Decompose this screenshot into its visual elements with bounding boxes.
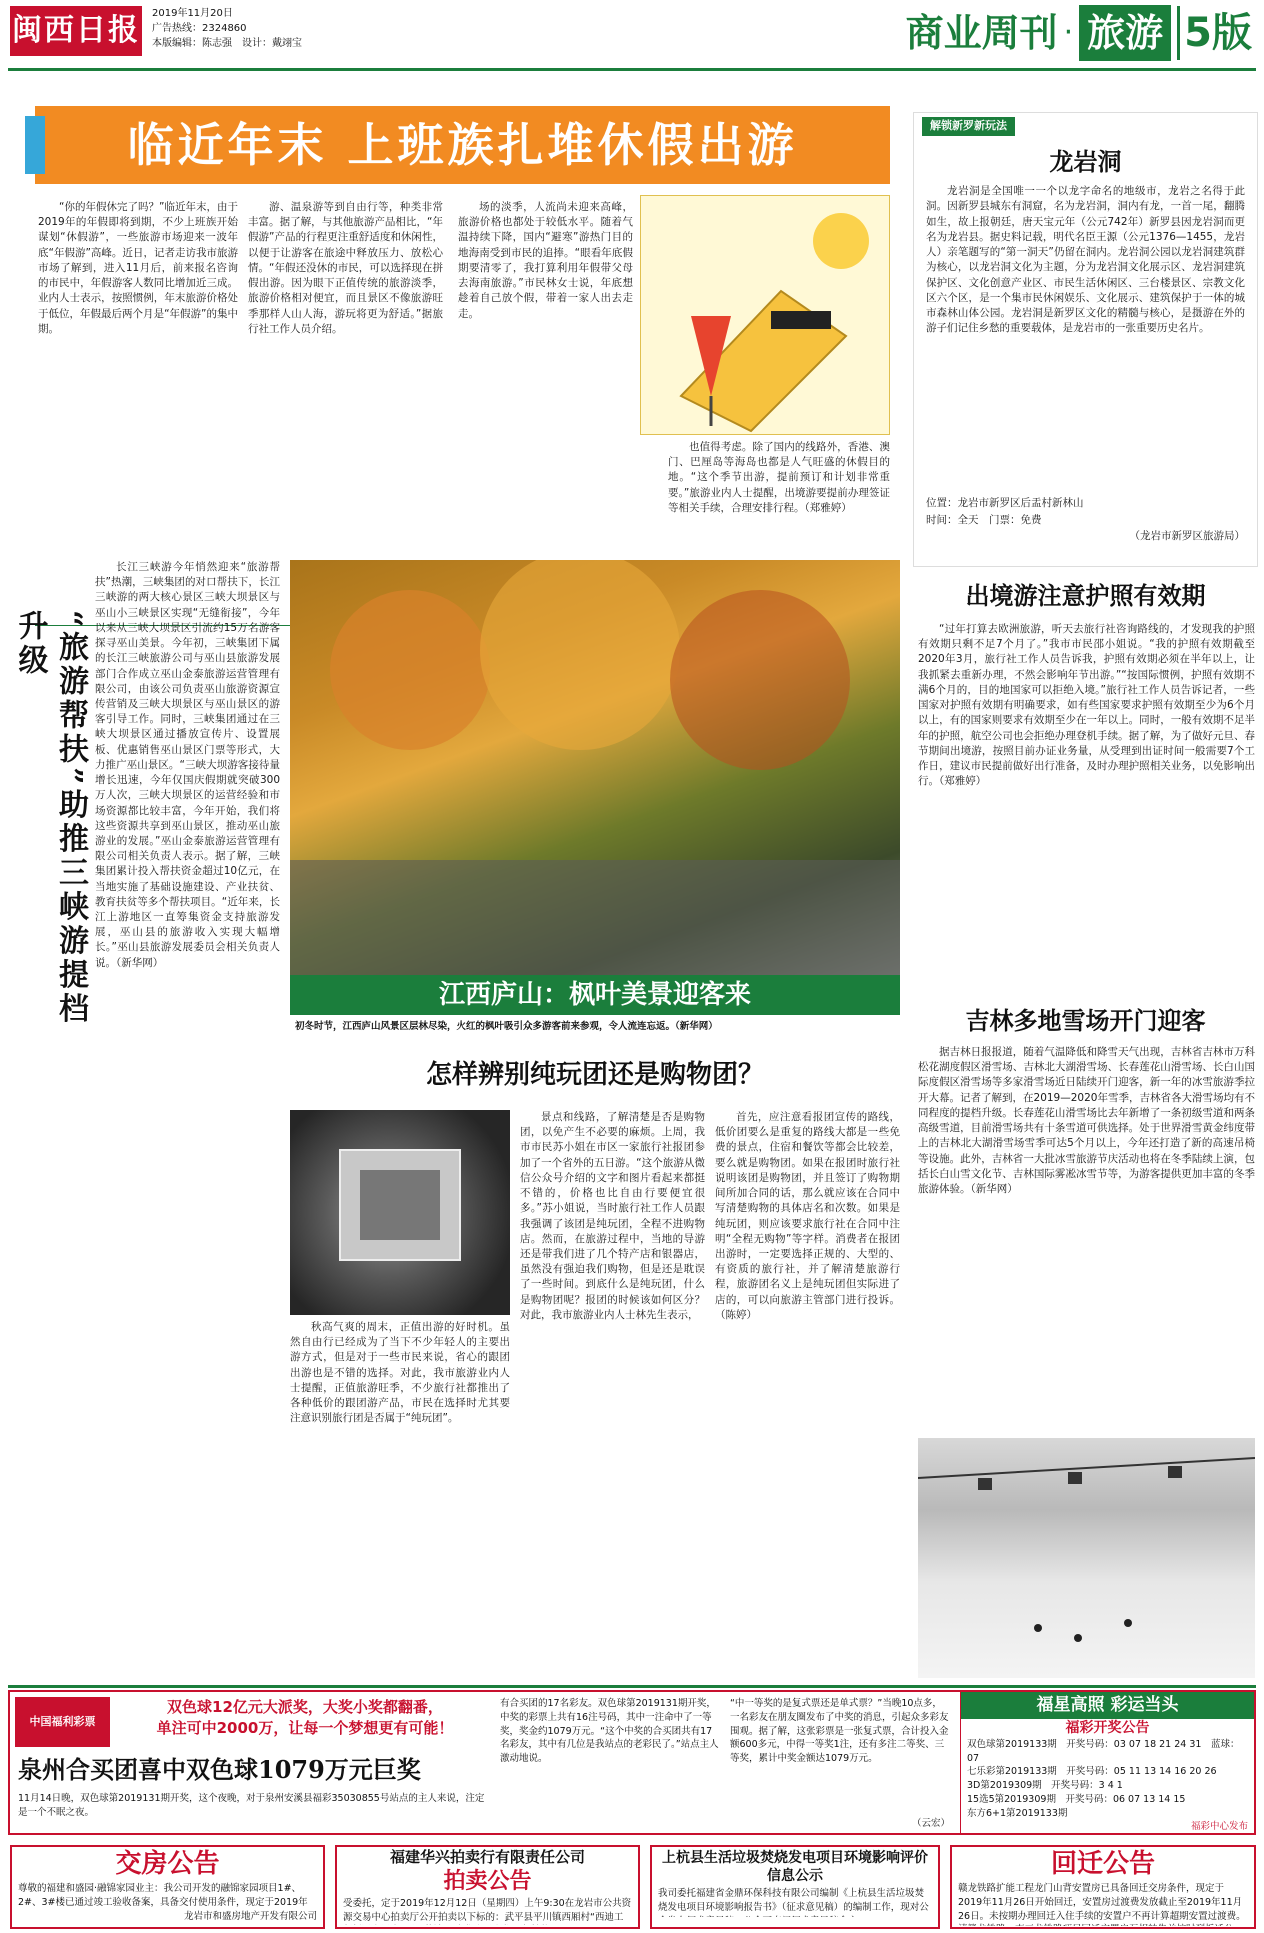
newspaper-logo: 闽西日报 bbox=[10, 6, 142, 56]
lead-headline: 临近年末 上班族扎堆休假出游 bbox=[127, 117, 798, 172]
page-number: 5版 bbox=[1177, 6, 1252, 60]
shopping-text-1: 秋高气爽的周末，正值出游的好时机。虽然自由行已经成为了当下不少年轻人的主要出游方式，但是对于一些市民来说，省心的跟团出游也是不错的选择。对此，我市旅游业内人士提醒，正值旅游旺季，不少旅行社都推出了各种低价的跟团游产品，市民在选择时尤其要注意识别旅行团是否属于“纯玩团”。 bbox=[290, 1321, 510, 1425]
shopping-headline: 怎样辨别纯玩团还是购物团？ bbox=[425, 1060, 764, 1090]
lushan-photo bbox=[290, 560, 900, 980]
notice-house-sign: 龙岩市和盛房地产开发有限公司 bbox=[183, 1911, 317, 1923]
auction-title: 拍卖公告 bbox=[443, 1868, 532, 1895]
passport-text: “过年打算去欧洲旅游，听天去旅行社咨询路线的，才发现我的护照有效期只剩不足7个月了。”我市市民邵小姐说。“我的护照有效期截至2020年3月，旅行社工作人员告诉我，护照有效期必须在半年以上，让我抓紧去重新办理，不然会影响年节出游。”“按国际惯例，护照有效期不满6个月的，目的地国家可以拒绝入境。”旅行社工作人员告诉记者，一些国家对护照有效期有明确要求，如有些国家要求护照有效期至少为6个月以上，有的国家则要求有效期至少在一年以上。同时，一般有效期不足半年的护照，航空公司也会拒绝办理登机手续。据了解，为了做好元旦、春节期间出境游，按照目前办证业务量，从受理到出证时间一般需要7个工作日，建议市民提前做好出行准备，及时办理护照相关业务，以免影响出行。（郑雅婷） bbox=[918, 623, 1255, 788]
gorges-body bbox=[95, 560, 280, 1690]
lottery-footer: 福彩中心发布 bbox=[1190, 1821, 1248, 1833]
auction-company: 福建华兴拍卖行有限责任公司 bbox=[389, 1848, 585, 1866]
lottery-body-2: 有合买团的17名彩友。双色球第2019131期开奖，中奖的彩票上共有16注号码，其中一注命中了一等奖，奖金约1079万元。“这个中奖的合买团共有17名彩友，其中有几位是我站点的老彩民了。”站点主人激动地说。 bbox=[500, 1698, 719, 1765]
sidebar-title: 龙岩洞 bbox=[1049, 146, 1122, 176]
lead-headline-banner bbox=[35, 106, 890, 184]
move-body: 赣龙铁路扩能工程龙门山背安置房已具备回迁交房条件，现定于2019年11月26日开始回迁，安置房过渡费发放截止至2019年11月26日。未按期办理回迁入住手续的安置户不再计算超期安置过渡费。 bbox=[958, 1883, 1246, 1922]
auction-body: 受委托，定于2019年12月12日（星期四）上午9:30在龙岩市公共资源交易中心拍卖厅公开拍卖以下标的：武平县平川镇西厢村“西迪工 bbox=[343, 1897, 632, 1923]
ski-body bbox=[918, 1045, 1255, 1430]
lead-cartoon bbox=[640, 195, 890, 435]
shopping-column-2 bbox=[520, 1110, 705, 1680]
banner-decoration bbox=[25, 116, 45, 174]
notice-house-title: 交房公告 bbox=[12, 1847, 323, 1882]
passport-title: 出境游注意护照有效期 bbox=[965, 581, 1206, 610]
ad-hotline: 广告热线：2324860 bbox=[152, 23, 247, 34]
gorges-vertical-title: “旅游帮扶”助推三峡游提档升级 bbox=[12, 610, 88, 1027]
masthead-rule bbox=[8, 68, 1256, 71]
lead-column-3 bbox=[458, 200, 633, 620]
shopping-text-2: 景点和线路，了解清楚是否是购物团，以免产生不必要的麻烦。上周，我市市民苏小姐在市区一家旅行社报团参加了一个省外的五日游。“这个旅游从微信公众号介绍的文字和图片看起来都挺不错的，价格也比自由行要便宜很多。”苏小姐说，当时旅行社工作人员跟我强调了该团是纯玩团，全程不进购物店。然而，在旅游过程中，当地的导游还是带我们进了几个特产店和银器店，虽然没有强迫我们购物，但是还是耽误了一些时间。到底什么是纯玩团，什么是购物团呢？报团的时候该如何区分？对此，我市旅游业内人士林先生表示， bbox=[520, 1111, 705, 1321]
masthead bbox=[0, 0, 1264, 70]
sidebar-hours: 时间：全天 门票：免费 bbox=[926, 514, 1042, 527]
notice-house bbox=[10, 1845, 325, 1929]
lottery-results bbox=[961, 1738, 1254, 1834]
lottery-row: 15选5第2019309期 开奖号码：06 07 13 14 15 bbox=[967, 1793, 1186, 1805]
vacation-cartoon-icon bbox=[641, 196, 891, 436]
notice-house-body: 尊敬的福建和盛园·融锦家园业主：我公司开发的融锦家园项目1#、2#、3#楼已通过竣工验收备案，具备交付使用条件，现定于2019年 bbox=[18, 1883, 308, 1908]
notice-env bbox=[650, 1845, 940, 1929]
shopping-column-1 bbox=[290, 1320, 510, 1680]
lottery-body-3: “中一等奖的是复式票还是单式票？”当晚10点多，一名彩友在朋友圈发布了中奖的消息，引起众多彩友围观。据了解，这张彩票是一张复式票，合计投入金额600多元，中得一等奖1注，还有多注二等奖、三等奖，累计中奖金额达1079万元。 bbox=[730, 1698, 949, 1765]
lead-text-2: 游、温泉游等到自由行等，种类非常丰富。据了解，与其他旅游产品相比，“年假游”产品的行程更注重舒适度和休闲性，以便于让游客在旅途中释放压力、放松心情。“年假还没休的市民，可以选择现在拼假出游。因为眼下正值传统的旅游淡季，旅游价格相对便宜，而且景区不像旅游旺季那样人山人海，游玩将更为舒适。”据旅行社工作人员介绍。 bbox=[248, 201, 443, 335]
lottery-side-title: 福星高照 彩运当头 bbox=[961, 1692, 1254, 1719]
editor-credit: 本版编辑：陈志强 设计：戴翊宝 bbox=[152, 38, 302, 49]
lottery-row: 3D第2019309期 开奖号码：3 4 1 bbox=[967, 1780, 1123, 1792]
lottery-banner-1: 双色球12亿元大派奖，大奖小奖都翻番， bbox=[167, 1698, 443, 1716]
ski-text: 据吉林日报报道，随着气温降低和降雪天气出现，吉林省吉林市万科松花湖度假区滑雪场、吉林北大湖滑雪场、长春莲花山滑雪场、长白山国际度假区滑雪场等多家滑雪场近日陆续开门迎客，新一年的冰雪旅游季拉开大幕。记者了解到，在2019—2020年雪季，吉林省各大滑雪场均有不同程度的提档升级。长春莲花山滑雪场比去年新增了一条初级雪道和两条高级雪道，目前滑雪场共有十条雪道可供选择。处于世界滑雪黄金纬度带上的吉林北大湖滑雪场雪季可达5个月以上，今年还打造了新的高速吊椅等设施。此外，吉林省一大批冰雪旅游节庆活动也将在冬季陆续上演，包括长白山雪文化节、吉林国际雾凇冰雪节等，为游客提供更加丰富的冬季旅游体验。（新华网） bbox=[918, 1046, 1255, 1195]
lead-text-4: 也值得考虑。除了国内的线路外，香港、澳门、巴厘岛等海岛也都是人气旺盛的休假目的地。“这个季节出游，提前预订和计划非常重要。”旅游业内人士提醒，出境游要提前办理签证等相关手续，合理安排行程。（郑雅婷） bbox=[668, 441, 890, 514]
shopping-column-3 bbox=[715, 1110, 900, 1680]
lottery-top-rule bbox=[8, 1685, 1256, 1688]
sidebar-longyan bbox=[913, 112, 1258, 567]
lottery-logo: 中国福利彩票 bbox=[15, 1697, 110, 1747]
jewelry-box-icon bbox=[290, 1110, 510, 1315]
lottery-results-panel bbox=[960, 1692, 1254, 1833]
shopping-text-3: 首先，应注意看报团宣传的路线，低价团要么是重复的路线大都是一些免费的景点，住宿和餐饮等都会比较差，要么就是购物团。如果在报团时旅行社说明该团是购物团，并且签订了购物期间所加合同的话，那么就应该在合同中写清楚购物的具体店名和次数。如果是纯玩团，则应该要求旅行社在合同中注明“全程无购物”等字样。消费者在报团出游时，一定要选择正规的、大型的、有资质的旅行社，并了解清楚旅游行程，旅游团名义上是纯玩团但实际进了店的，可以向旅游主管部门进行投诉。（陈婷） bbox=[715, 1111, 900, 1321]
section-business: 商业周刊 bbox=[905, 10, 1058, 56]
section-travel: 旅游 bbox=[1079, 5, 1171, 60]
lottery-banner-2: 单注可中2000万，让每一个梦想更有可能！ bbox=[156, 1719, 454, 1737]
ski-title: 吉林多地雪场开门迎客 bbox=[965, 1006, 1206, 1035]
lead-text-3: 场的淡季，人流尚未迎来高峰，旅游价格也都处于较低水平。随着气温持续下降，国内“避寒”游热门目的地海南受到市民的追捧。“眼看年底假期要清零了，我打算利用年假带父母去海南旅游。”市民林女士说，年底想趁着自己放个假，带着一家人出去走走。 bbox=[458, 201, 633, 320]
notice-move bbox=[950, 1845, 1256, 1929]
gorges-text: 长江三峡游今年悄然迎来“旅游帮扶”热潮，三峡集团的对口帮扶下，长江三峡游的两大核心景区三峡大坝景区与巫山小三峡景区实现“无缝衔接”，今年以来从三峡大坝景区引流约15万名游客探寻巫山美景。今年初，三峡集团下属的长江三峡旅游公司与巫山县旅游发展部门合作成立巫山金泰旅游运营管理有限公司，由该公司负责巫山旅游资源宣传营销及三峡大坝景区与巫山景区的游客引导工作。同时，三峡集团通过在三峡大坝景区通过播放宣传片、设置展板、优惠销售巫山景区门票等形式，大力推广巫山景区。“三峡大坝游客接待量增长迅速，今年仅国庆假期就突破300万人次，三峡大坝景区的运营经验和市场资源都比较丰富，今年开始，我们将这些资源共享到巫山景区，推动巫山旅游业的发展。”巫山金泰旅游运营管理有限公司相关负责人表示。据了解，三峡集团累计投入帮扶资金超过10亿元，在当地实施了基础设施建设、产业扶贫、教育扶贫等多个帮扶项目。“近年来，长江上游地区一直筹集资金支持旅游发展，巫山县的旅游收入实现大幅增长。”巫山县旅游发展委员会相关负责人说。（新华网） bbox=[95, 561, 280, 969]
lead-column-2 bbox=[248, 200, 443, 560]
notice-auction bbox=[335, 1845, 640, 1929]
passport-body bbox=[918, 622, 1255, 992]
lead-column-1 bbox=[38, 200, 238, 560]
ski-lift-icon bbox=[918, 1438, 1255, 1678]
issue-date: 2019年11月20日 bbox=[152, 8, 233, 19]
sidebar-address: 位置：龙岩市新罗区后盂村新林山 bbox=[926, 497, 1084, 510]
lottery-headline: 泉州合买团喜中双色球1079万元巨奖 bbox=[18, 1755, 421, 1784]
sidebar-tag: 解锁新罗新玩法 bbox=[922, 117, 1015, 136]
lushan-caption: 初冬时节，江西庐山风景区层林尽染，火红的枫叶吸引众多游客前来参观，令人流连忘返。（新华网） bbox=[295, 1021, 718, 1032]
move-title: 回迁公告 bbox=[1050, 1849, 1155, 1879]
silverware-photo bbox=[290, 1110, 510, 1315]
maple-trees-icon bbox=[290, 560, 900, 980]
sidebar-body bbox=[914, 184, 1257, 494]
env-body: 我司委托福建省金鼎环保科技有限公司编制《上杭县生活垃圾焚烧发电项目环境影响报告书》（征求意见稿）的编制工作，现对公 bbox=[658, 1888, 929, 1914]
lottery-row: 七乐彩第2019133期 开奖号码：05 11 13 14 16 20 26 bbox=[967, 1766, 1217, 1778]
lottery-author: （云宏） bbox=[911, 1818, 950, 1829]
sidebar-credit: （龙岩市新罗区旅游局） bbox=[1129, 529, 1245, 542]
lottery-section bbox=[8, 1690, 1256, 1835]
lushan-caption-title: 江西庐山：枫叶美景迎客来 bbox=[290, 975, 900, 1015]
section-dot: · bbox=[1063, 14, 1074, 50]
ski-photo bbox=[918, 1438, 1255, 1678]
lottery-side-subtitle: 福彩开奖公告 bbox=[1065, 1719, 1150, 1736]
lottery-row: 东方6+1第2019133期 bbox=[967, 1807, 1068, 1819]
sidebar-body-text: 龙岩洞是全国唯一一个以龙字命名的地级市，龙岩之名得于此洞。因新罗县城东有洞窟，名为龙岩洞，洞内有龙，一首一尾，翻腾如生，故上报朝廷，唐天宝元年（公元742年）新罗县因龙岩洞而更名为龙岩县。据史料记载，明代名臣王源（公元1376—1455，龙岩人）亲笔题写的“第一洞天”仍留在洞内。龙岩洞公园以龙岩洞建筑群为核心，以龙岩洞文化为主题，分为龙岩洞文化展示区、龙岩洞建筑保护区、文化创意产业区、市民生活休闲区、三台楼景区、宗教文化区六个区，是一个集市民休闲娱乐、文化展示、建筑保护于一体的城市森林山体公园。龙岩洞是新罗区文化的精髓与核心，是摄游在外的游子们记住乡愁的重要载体，是龙岩市的一张重要历史名片。 bbox=[926, 185, 1245, 335]
lottery-row: 双色球第2019133期 开奖号码：03 07 18 21 24 31 蓝球：07 bbox=[967, 1738, 1240, 1764]
lottery-body-1: 11月14日晚，双色球第2019131期开奖，这个夜晚，对于泉州安溪县福彩35030855号站点的主人来说，注定是一个不眠之夜。 bbox=[18, 1793, 485, 1818]
section-header bbox=[906, 6, 1252, 60]
env-title: 上杭县生活垃圾焚烧发电项目环境影响评价信息公示 bbox=[662, 1850, 928, 1885]
lead-text-1: “你的年假休完了吗？”临近年末，由于2019年的年假即将到期，不少上班族开始谋划“休假游”，一些旅游市场迎来一波年底“年假游”高峰。近日，记者走访我市旅游市场了解到，进入11月后，前来报名咨询的市民中，年假游客人数同比增加近三成。业内人士表示，按照惯例，年末旅游价格处于低位，年假最后两个月是“年假游”的集中期。 bbox=[38, 201, 238, 335]
issue-meta bbox=[152, 6, 302, 51]
